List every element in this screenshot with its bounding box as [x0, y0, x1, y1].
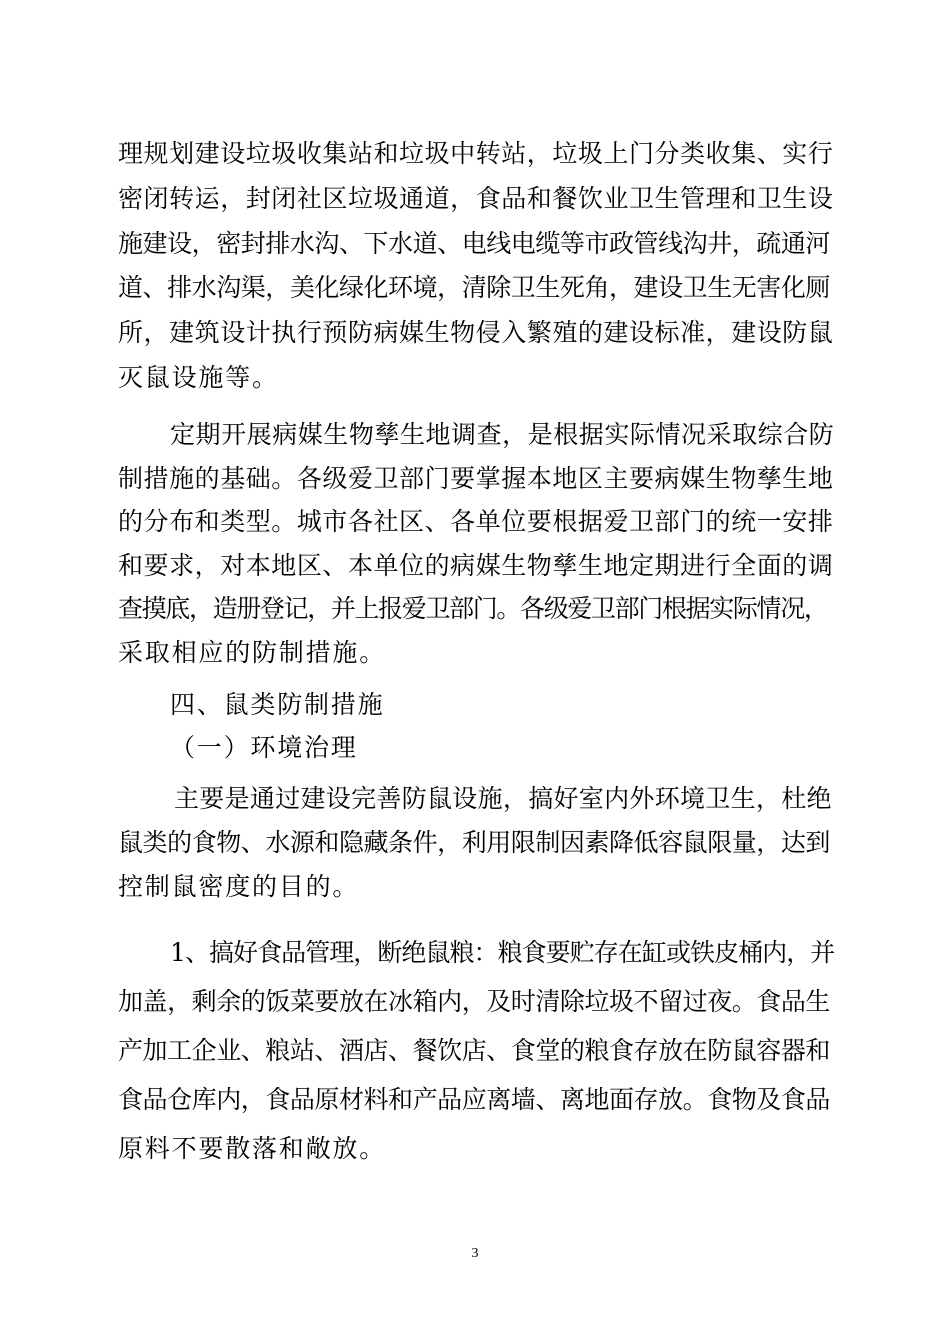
text-line: 查摸底，造册登记，并上报爱卫部门。各级爱卫部门根据实际情况，: [118, 594, 828, 623]
text-line: 施建设，密封排水沟、下水道、电线电缆等市政管线沟井，疏通河: [118, 228, 830, 258]
text-line: 采取相应的防制措施。: [118, 637, 387, 667]
paragraph-environment-construction: [118, 132, 834, 401]
text-line: 制措施的基础。各级爱卫部门要掌握本地区主要病媒生物孳生地: [118, 463, 834, 493]
paragraph-breeding-ground-survey: [118, 413, 834, 674]
text-line: 原料不要散落和敞放。: [118, 1134, 387, 1163]
text-line: 和要求，对本地区、本单位的病媒生物孳生地定期进行全面的调: [118, 550, 834, 580]
text-line: 加盖，剩余的饭菜要放在冰箱内，及时清除垃圾不留过夜。食品生: [118, 987, 830, 1016]
text-line: 理规划建设垃圾收集站和垃圾中转站，垃圾上门分类收集、实行: [118, 139, 834, 168]
subsection-heading: （一）环境治理: [170, 733, 358, 762]
text-line: 定期开展病媒生物孳生地调查，是根据实际情况采取综合防: [170, 420, 835, 449]
section-heading: 四、鼠类防制措施: [170, 690, 385, 719]
paragraph-environment-governance: [118, 777, 834, 909]
text-line: 产加工企业、粮站、酒店、餐饮店、食堂的粮食存放在防鼠容器和: [118, 1036, 830, 1065]
text-line: 密闭转运，封闭社区垃圾通道，食品和餐饮业卫生管理和卫生设: [118, 183, 834, 213]
text-line: 灭鼠设施等。: [118, 362, 279, 392]
text-line: 鼠类的食物、水源和隐藏条件，利用限制因素降低容鼠限量，达到: [118, 828, 830, 857]
text-line: 道、排水沟渠，美化绿化环境，清除卫生死角，建设卫生无害化厕: [118, 273, 830, 303]
text-line: 1、搞好食品管理，断绝鼠粮：粮食要贮存在缸或铁皮桶内，并: [170, 938, 835, 967]
text-line: 控制鼠密度的目的。: [118, 872, 360, 901]
section-headings: [118, 683, 834, 769]
text-line: 所，建筑设计执行预防病媒生物侵入繁殖的建设标准，建设防鼠: [118, 318, 834, 348]
paragraph-food-management: [118, 928, 834, 1173]
page-number: 3: [471, 1246, 479, 1261]
text-line: 食品仓库内，食品原材料和产品应离墙、离地面存放。食物及食品: [118, 1085, 830, 1114]
text-line: 主要是通过建设完善防鼠设施，搞好室内外环境卫生，杜绝: [174, 784, 832, 813]
text-line: 的分布和类型。城市各社区、各单位要根据爱卫部门的统一安排: [118, 507, 834, 536]
